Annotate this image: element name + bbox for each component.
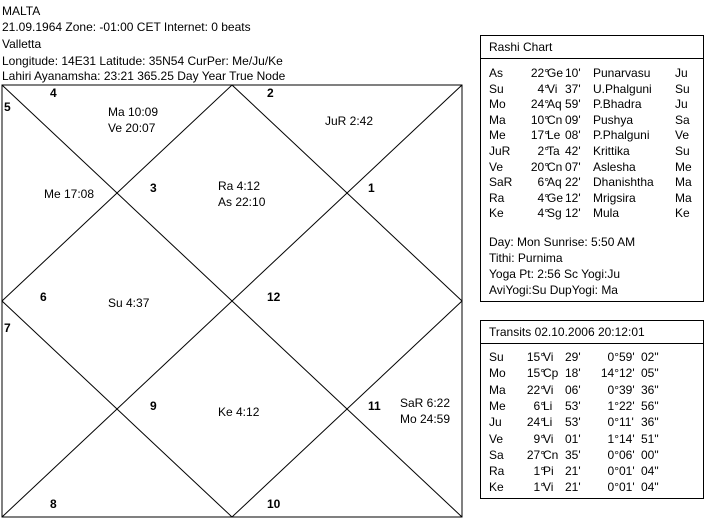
transit-degree: 27° <box>526 447 545 462</box>
transit-planet: Sa <box>489 447 504 462</box>
rashi-lord: Ju <box>675 97 688 112</box>
transit-speed-minutes: 22' <box>619 398 635 413</box>
rashi-planet: Me <box>489 128 506 143</box>
house-number-7: 7 <box>4 321 11 335</box>
rashi-sign: Ta <box>547 144 560 158</box>
transit-minutes: 53' <box>565 415 581 430</box>
rashi-lord: Ju <box>675 66 688 80</box>
transit-speed-degree: 0° <box>607 480 619 495</box>
transit-degree: 15° <box>526 366 545 381</box>
rashi-nakshatra: P.Phalguni <box>593 128 650 143</box>
rashi-planet: As <box>489 66 504 80</box>
transit-speed-minutes: 14' <box>619 431 635 446</box>
rashi-degree: 2° <box>537 144 549 158</box>
transit-row <box>489 383 699 398</box>
transit-speed-minutes: 06' <box>619 447 635 462</box>
transit-sign: Cp <box>543 366 559 381</box>
rashi-degree: 17° <box>530 128 549 143</box>
rashi-sign: Cn <box>547 112 563 127</box>
transit-sign: Li <box>543 398 553 413</box>
transit-speed-seconds: 36" <box>641 415 659 430</box>
rashi-degree: 10° <box>530 112 549 127</box>
transit-minutes: 29' <box>565 350 581 364</box>
rashi-lord: Me <box>675 159 692 174</box>
transit-planet: Ke <box>489 480 504 495</box>
rashi-planet: Mo <box>489 97 506 112</box>
birth-place-line: Valletta <box>2 37 42 51</box>
transit-row <box>489 399 699 414</box>
rashi-lord: Sa <box>675 112 690 127</box>
transit-row <box>489 366 699 381</box>
rashi-minutes: 22' <box>565 175 581 190</box>
rashi-degree: 4° <box>537 190 549 205</box>
rashi-row <box>489 206 699 221</box>
transit-speed-seconds: 02" <box>641 350 659 364</box>
house-number-4: 4 <box>50 86 57 100</box>
rashi-degree: 22° <box>530 66 549 80</box>
transit-row <box>489 432 699 447</box>
rashi-minutes: 07' <box>565 159 581 174</box>
house-number-12: 12 <box>267 290 281 304</box>
rashi-day-sunrise: Day: Mon Sunrise: 5:50 AM <box>489 235 636 249</box>
rashi-yoga-point: Yoga Pt: 2:56 Sc Yogi:Ju <box>489 267 620 281</box>
planet-saturn: SaR 6:22 <box>400 396 451 410</box>
transit-degree: 15° <box>526 350 545 364</box>
transit-planet: Ra <box>489 464 505 479</box>
rashi-nakshatra: Mula <box>593 206 620 221</box>
transit-row <box>489 350 699 365</box>
transit-planet: Ma <box>489 382 506 397</box>
transit-sign: Vi <box>543 431 554 446</box>
rashi-chart-panel <box>480 35 704 302</box>
planet-rahu: Ra 4:12 <box>218 179 261 193</box>
rashi-nakshatra: Mrigsira <box>593 190 636 205</box>
transit-speed-minutes: 12' <box>619 366 635 381</box>
transit-speed-seconds: 04" <box>641 464 659 479</box>
rashi-avi-yogi: AviYogi:Su DupYogi: Ma <box>489 283 618 297</box>
transit-minutes: 21' <box>565 464 581 479</box>
rashi-chart-title: Rashi Chart <box>481 36 703 59</box>
transit-row <box>489 415 699 430</box>
transit-speed-seconds: 04" <box>641 480 659 495</box>
rashi-sign: Cn <box>547 159 563 174</box>
rashi-sign: Aq <box>547 97 562 112</box>
house-number-1: 1 <box>368 181 375 195</box>
planet-mercury: Me 17:08 <box>44 187 95 201</box>
transit-speed-minutes: 39' <box>619 382 635 397</box>
rashi-nakshatra: Aslesha <box>593 159 636 174</box>
rashi-nakshatra: Punarvasu <box>593 66 651 80</box>
transit-planet: Ve <box>489 431 504 446</box>
rashi-sign: Ge <box>547 190 564 205</box>
house-number-8: 8 <box>50 497 57 511</box>
transit-speed-minutes: 01' <box>619 480 635 495</box>
rashi-sign: Aq <box>547 175 562 190</box>
rashi-planet: SaR <box>489 175 513 190</box>
rashi-row <box>489 144 699 159</box>
transit-planet: Mo <box>489 366 506 381</box>
rashi-nakshatra: U.Phalguni <box>593 81 652 96</box>
rashi-sign: Ge <box>547 66 564 80</box>
rashi-row <box>489 128 699 143</box>
rashi-tithi: Tithi: Purnima <box>489 251 563 265</box>
rashi-planet: Su <box>489 81 504 96</box>
planet-moon: Mo 24:59 <box>400 412 451 426</box>
transit-speed-seconds: 05" <box>641 366 659 381</box>
planet-ketu: Ke 4:12 <box>218 405 260 419</box>
transit-speed-degree: 0° <box>607 447 619 462</box>
transit-minutes: 18' <box>565 366 581 381</box>
rashi-degree: 20° <box>530 159 549 174</box>
transit-speed-seconds: 36" <box>641 382 659 397</box>
transit-sign: Vi <box>543 480 554 495</box>
transit-speed-seconds: 51" <box>641 431 659 446</box>
planet-mars: Ma 10:09 <box>108 105 159 119</box>
rashi-row <box>489 160 699 175</box>
rashi-minutes: 42' <box>565 144 581 158</box>
transit-speed-degree: 0° <box>607 382 619 397</box>
rashi-minutes: 12' <box>565 206 581 221</box>
rashi-planet: JuR <box>489 144 511 158</box>
house-number-3: 3 <box>150 181 157 195</box>
planet-venus: Ve 20:07 <box>108 121 156 135</box>
rashi-degree: 4° <box>537 81 549 96</box>
rashi-minutes: 12' <box>565 190 581 205</box>
house-number-11: 11 <box>368 399 381 413</box>
house-number-5: 5 <box>4 100 11 114</box>
rashi-minutes: 37' <box>565 81 581 96</box>
rashi-degree: 6° <box>537 175 549 190</box>
rashi-row <box>489 97 699 112</box>
transit-degree: 24° <box>526 415 545 430</box>
rashi-planet: Ma <box>489 112 506 127</box>
rashi-lord: Ma <box>675 190 692 205</box>
transit-minutes: 01' <box>565 431 581 446</box>
rashi-lord: Su <box>675 144 690 158</box>
ayanamsha-line: Lahiri Ayanamsha: 23:21 365.25 Day Year True Node <box>2 69 286 83</box>
transit-speed-seconds: 56" <box>641 398 659 413</box>
rashi-nakshatra: Pushya <box>593 112 634 127</box>
transit-degree: 6° <box>533 398 545 413</box>
transit-planet: Me <box>489 398 506 413</box>
house-number-10: 10 <box>267 497 281 511</box>
transit-speed-minutes: 01' <box>619 464 635 479</box>
rashi-lord: Su <box>675 81 690 96</box>
rashi-nakshatra: P.Bhadra <box>593 97 642 112</box>
transit-degree: 1° <box>533 464 545 479</box>
rashi-lord: Ke <box>675 206 690 221</box>
transit-minutes: 21' <box>565 480 581 495</box>
transit-speed-degree: 1° <box>607 398 619 413</box>
rashi-lord: Ve <box>675 128 690 143</box>
rashi-row <box>489 113 699 128</box>
house-number-6: 6 <box>40 290 47 304</box>
rashi-sign: Vi <box>547 81 558 96</box>
rashi-row <box>489 175 699 190</box>
planet-ascendant: As 22:10 <box>218 195 266 209</box>
transit-speed-degree: 0° <box>607 350 619 364</box>
transit-speed-degree: 0° <box>607 415 619 430</box>
rashi-planet: Ve <box>489 159 504 174</box>
rashi-minutes: 09' <box>565 112 581 127</box>
rashi-row <box>489 82 699 97</box>
transit-speed-degree: 0° <box>607 464 619 479</box>
rashi-sign: Le <box>547 128 561 143</box>
rashi-minutes: 10' <box>565 66 581 80</box>
rashi-sign: Sg <box>547 206 562 221</box>
transit-speed-minutes: 59' <box>619 350 635 364</box>
rashi-nakshatra: Dhanishtha <box>593 175 654 190</box>
birth-date-line: 21.09.1964 Zone: -01:00 CET Internet: 0 beats <box>2 20 251 34</box>
transit-planet: Su <box>489 350 504 364</box>
transit-speed-degree: 14° <box>600 366 619 381</box>
transit-row <box>489 480 699 495</box>
transit-sign: Pi <box>543 464 554 479</box>
transit-speed-degree: 1° <box>607 431 619 446</box>
rashi-minutes: 59' <box>565 97 581 112</box>
transit-degree: 22° <box>526 382 545 397</box>
planet-jupiter: JuR 2:42 <box>325 114 374 128</box>
transit-sign: Vi <box>543 382 554 397</box>
transit-planet: Ju <box>489 415 502 430</box>
transit-sign: Vi <box>543 350 554 364</box>
planet-sun: Su 4:37 <box>108 296 150 310</box>
transit-sign: Li <box>543 415 553 430</box>
transit-row <box>489 464 699 479</box>
rashi-lord: Ma <box>675 175 692 190</box>
transits-panel <box>480 320 704 499</box>
transit-minutes: 53' <box>565 398 581 413</box>
house-number-9: 9 <box>150 399 157 413</box>
rashi-degree: 4° <box>537 206 549 221</box>
house-number-2: 2 <box>267 86 274 100</box>
coordinates-line: Longitude: 14E31 Latitude: 35N54 CurPer: Me/Ju/Ke <box>2 54 283 68</box>
transit-minutes: 06' <box>565 382 581 397</box>
rashi-row <box>489 191 699 206</box>
transit-speed-seconds: 00" <box>641 447 659 462</box>
rashi-minutes: 08' <box>565 128 581 143</box>
transit-minutes: 35' <box>565 447 581 462</box>
transits-title: Transits 02.10.2006 20:12:01 <box>481 321 703 344</box>
rashi-nakshatra: Krittika <box>593 144 630 158</box>
rashi-degree: 24° <box>530 97 549 112</box>
rashi-planet: Ke <box>489 206 504 221</box>
transit-degree: 9° <box>533 431 545 446</box>
transit-degree: 1° <box>533 480 545 495</box>
transit-sign: Cn <box>543 447 559 462</box>
rashi-row <box>489 66 699 81</box>
rashi-planet: Ra <box>489 190 505 205</box>
transit-row <box>489 448 699 463</box>
transit-speed-minutes: 11' <box>619 415 634 430</box>
chart-location-title: MALTA <box>2 4 41 18</box>
